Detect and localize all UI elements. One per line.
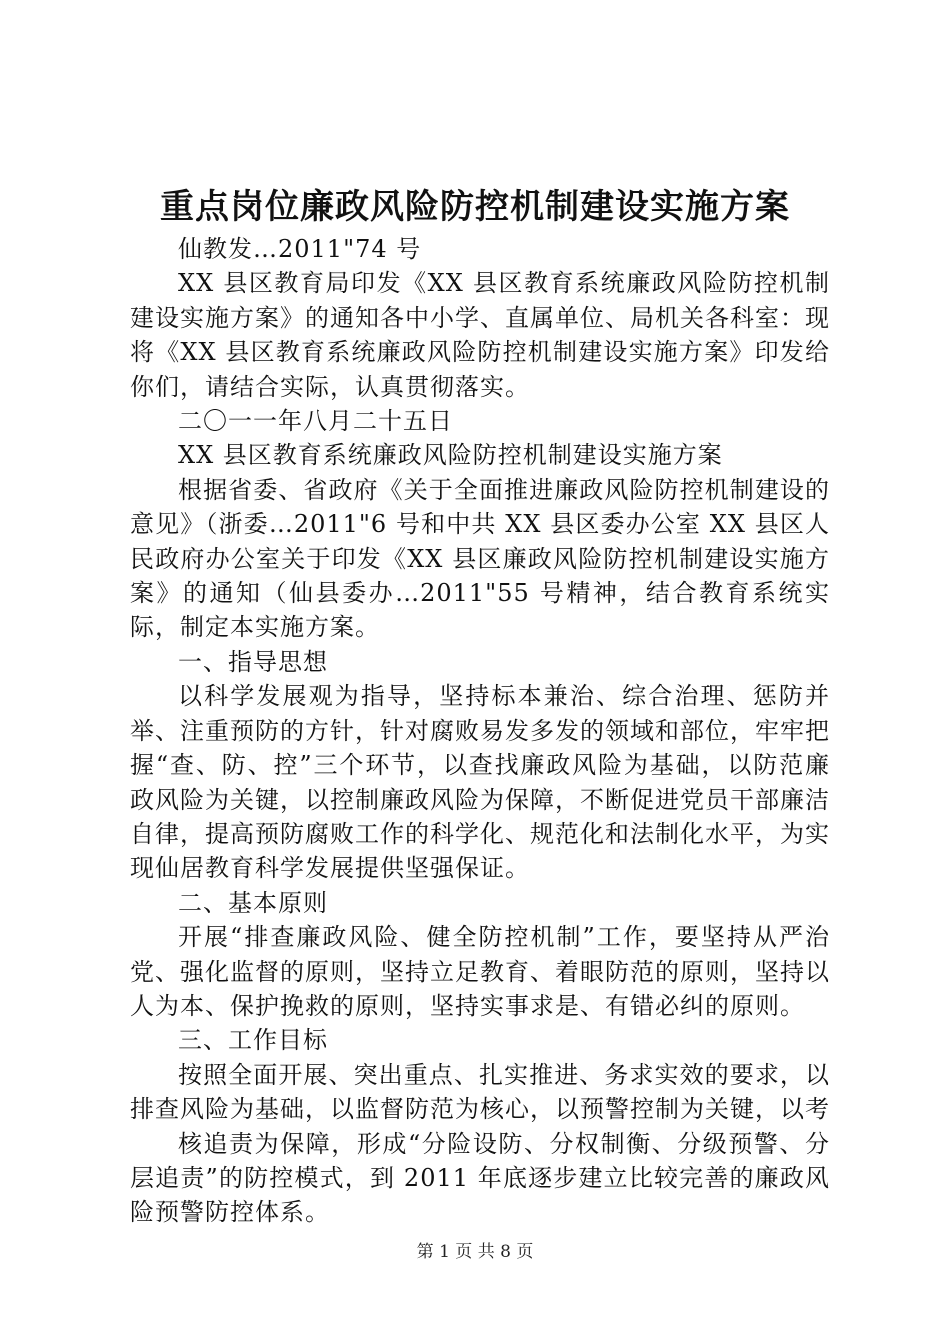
goals-paragraph-continued: 核追责为保障，形成“分险设防、分权制衡、分级预警、分层追责”的防控模式，到 2011 年底逐步建立比较完善的廉政风险预警防控体系。 — [130, 1129, 830, 1227]
document-number: 仙教发…2011"74 号 — [178, 235, 422, 263]
section-heading-guiding-thought: 一、指导思想 — [178, 647, 328, 676]
notice-paragraph: XX 县区教育局印发《XX 县区教育系统廉政风险防控机制建设实施方案》的通知各中小学、直属单位、局机关各科室：现将《XX 县区教育系统廉政风险防控机制建设实施方案》印发给你们，请结合实际，认真贯彻落实。 — [130, 269, 830, 401]
basis-paragraph: 根据省委、省政府《关于全面推进廉政风险防控机制建设的意见》（浙委…2011"6 号和中共 XX 县区委办公室 XX 县区人民政府办公室关于印发《XX 县区廉政风险防控机制建设实施方案》的通知（仙县委办…2011"55 号精神，结合教育系统实际，制定本实施方案。 — [130, 475, 830, 642]
plan-subtitle: XX 县区教育系统廉政风险防控机制建设实施方案 — [178, 441, 723, 470]
section-heading-goals: 三、工作目标 — [178, 1026, 328, 1055]
goals-paragraph: 按照全面开展、突出重点、扎实推进、务求实效的要求，以排查风险为基础，以监督防范为核心，以预警控制为关键，以考 — [130, 1060, 830, 1124]
section-heading-principles: 二、基本原则 — [178, 888, 328, 917]
principles-paragraph: 开展“排查廉政风险、健全防控机制”工作，要坚持从严治党、强化监督的原则，坚持立足教育、着眼防范的原则，坚持以人为本、保护挽救的原则，坚持实事求是、有错必纠的原则。 — [130, 923, 830, 1020]
document-title: 重点岗位廉政风险防控机制建设实施方案 — [160, 187, 790, 227]
document-body — [130, 232, 830, 1230]
guiding-thought-paragraph: 以科学发展观为指导，坚持标本兼治、综合治理、惩防并举、注重预防的方针，针对腐败易发多发的领域和部位，牢牢把握“查、防、控”三个环节，以查找廉政风险为基础，以防范廉政风险为关键，以控制廉政风险为保障，不断促进党员干部廉洁自律，提高预防腐败工作的科学化、规范化和法制化水平，为实现仙居教育科学发展提供坚强保证。 — [130, 682, 830, 883]
page-footer: 第 1 页 共 8 页 — [416, 1242, 534, 1262]
issue-date: 二〇一一年八月二十五日 — [178, 407, 453, 436]
